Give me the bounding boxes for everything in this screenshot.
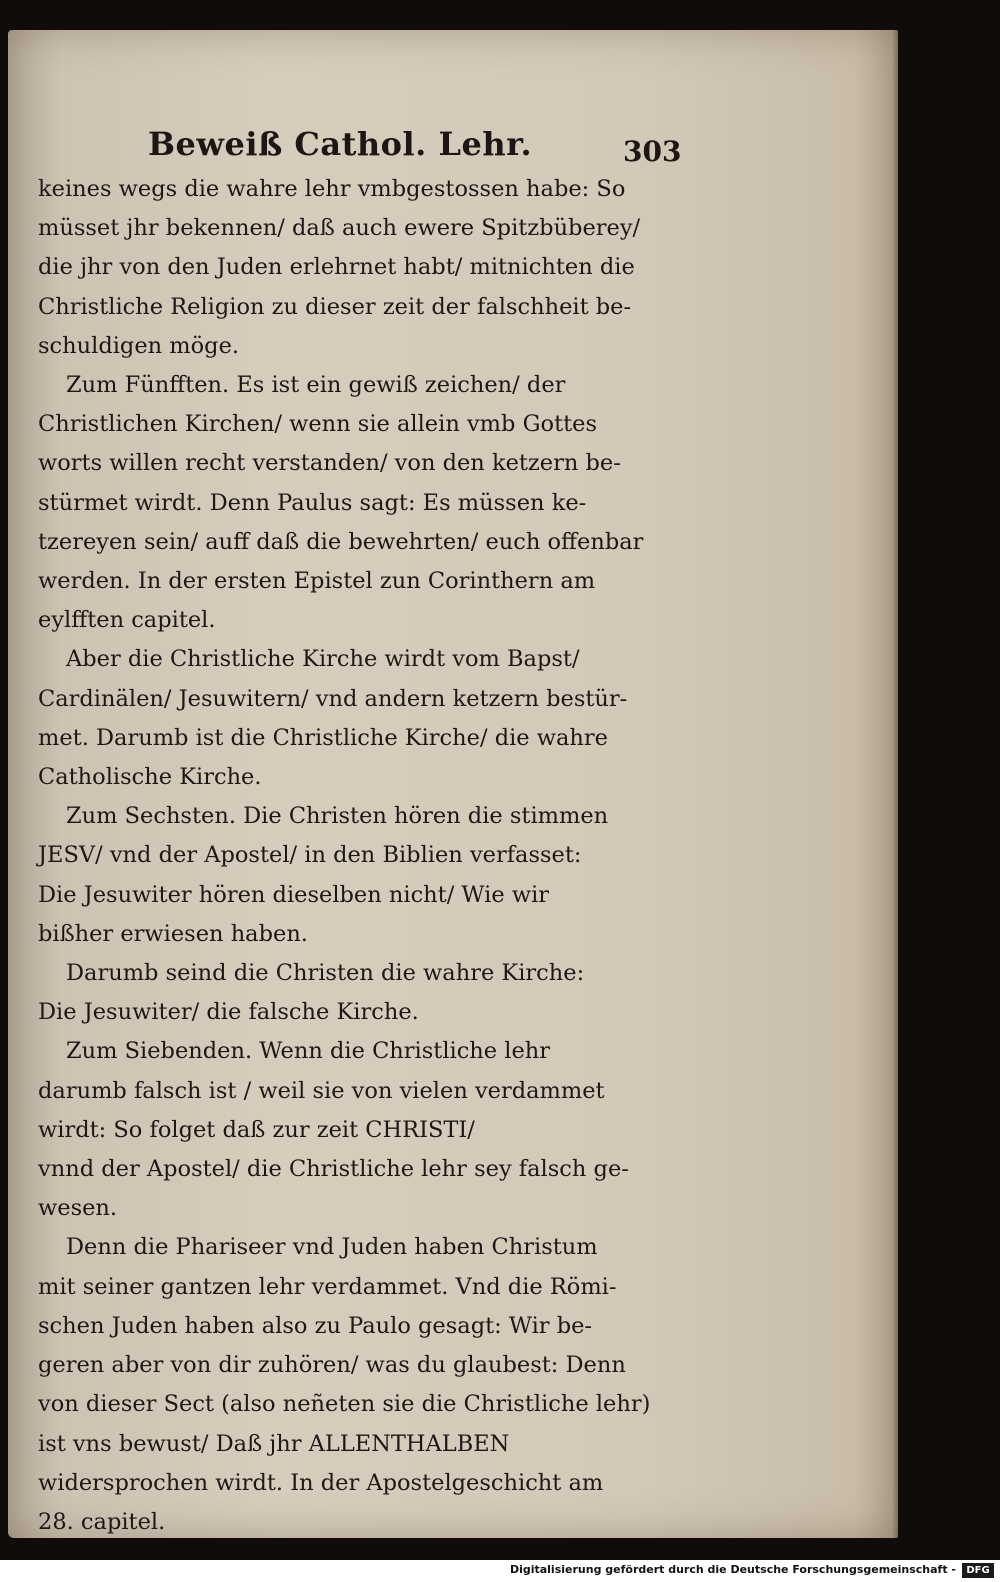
text-line: Cardinälen/ Jesuwitern/ vnd andern ketzern bestür- [38,685,628,712]
text-line: darumb falsch ist / weil sie von vielen verdammet [38,1077,605,1104]
text-line: schen Juden haben also zu Paulo gesagt: Wir be- [38,1312,593,1339]
text-line: Christlichen Kirchen/ wenn sie allein vmb Gottes [38,411,598,438]
page-number: 303 [623,135,682,168]
text-line: bißher erwiesen haben. [38,920,308,947]
text-line: Darumb seind die Christen die wahre Kirche: [66,960,585,987]
text-line: wirdt: So folget daß zur zeit CHRISTI/ [38,1116,475,1143]
text-line: geren aber von dir zuhören/ was du glaubest: Denn [38,1352,626,1379]
text-line: Die Jesuwiter/ die falsche Kirche. [38,999,419,1026]
text-line: 28. capitel. [38,1508,166,1535]
text-line: Zum Fünfften. Es ist ein gewiß zeichen/ der [66,372,566,399]
text-line: werden. In der ersten Epistel zun Corinthern am [38,568,596,595]
text-line: tzereyen sein/ auff daß die bewehrten/ euch offenbar [38,528,644,555]
text-line: die jhr von den Juden erlehrnet habt/ mitnichten die [38,254,635,281]
text-line: met. Darumb ist die Christliche Kirche/ die wahre [38,724,608,751]
text-line: müsset jhr bekennen/ daß auch ewere Spitzbüberey/ [38,215,641,242]
text-line: Die Jesuwiter hören dieselben nicht/ Wie wir [38,881,550,908]
text-line: mit seiner gantzen lehr verdammet. Vnd die Römi- [38,1273,617,1300]
text-line: Catholische Kirche. [38,764,262,791]
text-line: stürmet wirdt. Denn Paulus sagt: Es müssen ke- [38,489,587,516]
footer-bar [0,1560,1000,1582]
text-line: Denn die Phariseer vnd Juden haben Christum [66,1234,598,1261]
text-line: Aber die Christliche Kirche wirdt vom Bapst/ [66,646,580,673]
text-line: von dieser Sect (also neñeten sie die Christliche lehr) [38,1391,651,1418]
text-line: eylfften capitel. [38,607,216,634]
text-line: JESV/ vnd der Apostel/ in den Biblien verfasset: [38,842,582,869]
text-line: Christliche Religion zu dieser zeit der falschheit be- [38,293,632,320]
body-text [38,170,698,1542]
text-line: Zum Sechsten. Die Christen hören die stimmen [66,803,609,830]
page-edge-shadow [892,30,898,1538]
text-line: schuldigen möge. [38,332,240,359]
text-line: ist vns bewust/ Daß jhr ALLENTHALBEN [38,1430,510,1457]
text-line: wesen. [38,1195,118,1222]
text-line: keines wegs die wahre lehr vmbgestossen habe: So [38,176,626,202]
text-line: vnnd der Apostel/ die Christliche lehr sey falsch ge- [38,1156,629,1183]
text-line: widersprochen wirdt. In der Apostelgeschicht am [38,1469,604,1496]
text-line: Zum Siebenden. Wenn die Christliche lehr [66,1038,551,1065]
dfg-logo: DFG [962,1563,994,1578]
book-page [8,30,898,1538]
running-head: Beweiß Cathol. Lehr. [148,125,533,163]
funding-credit: Digitalisierung gefördert durch die Deutsche Forschungsgemeinschaft - [509,1563,956,1576]
text-line: worts willen recht verstanden/ von den ketzern be- [38,450,621,477]
